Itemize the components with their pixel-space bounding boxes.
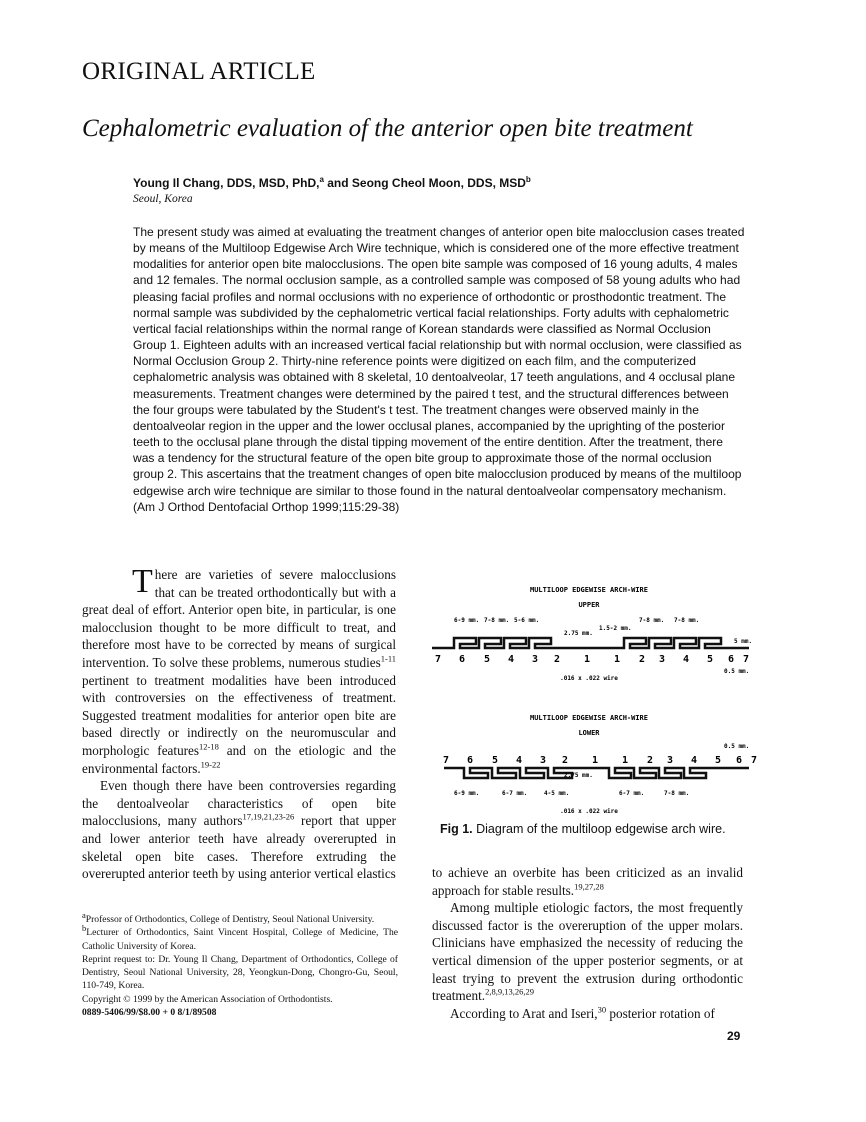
upper-tooth-number: 3 xyxy=(658,654,666,665)
lower-tooth-number: 4 xyxy=(690,755,698,766)
lower-loop-label: 6-7 mm. xyxy=(619,790,645,797)
upper-title: MULTILOOP EDGEWISE ARCH-WIRE xyxy=(529,586,649,594)
lower-tooth-number: 1 xyxy=(591,755,599,766)
upper-tooth-number: 5 xyxy=(483,654,491,665)
text: posterior rotation of xyxy=(606,1005,715,1021)
footnote-a: $^a$Professor of Orthodontics, College of Dentistry, Seoul National University. xyxy=(82,909,375,925)
upper-loop-label: 6-9 mm. xyxy=(454,617,480,624)
upper-loop-label: 2.75 mm. xyxy=(564,630,593,637)
upper-tooth-number: 4 xyxy=(507,654,515,665)
upper-tooth-number: 1 xyxy=(583,654,591,665)
text: According to Arat and Iseri, xyxy=(450,1005,598,1021)
lower-tooth-number: 7 xyxy=(750,755,758,766)
article-code: 0889-5406/99/$8.00 + 0 8/1/89508 xyxy=(82,1007,217,1019)
page-number: 29 xyxy=(727,1029,741,1043)
lower-loop-label: 7-8 mm. xyxy=(664,790,690,797)
author-location: Seoul, Korea xyxy=(133,193,193,205)
upper-loop-label: 0.5 mm. xyxy=(724,668,750,675)
text: to achieve an overbite has been criticized as an invalid approach for stable results. xyxy=(432,865,743,898)
right-column xyxy=(432,864,743,1022)
left-column xyxy=(82,563,396,883)
lower-tooth-number: 6 xyxy=(466,755,474,766)
upper-loop-label: 5-6 mm. xyxy=(514,617,540,624)
drop-cap: T xyxy=(132,563,153,600)
lower-wire xyxy=(444,768,749,778)
upper-tooth-number: 7 xyxy=(434,654,442,665)
citation: 12-18 xyxy=(199,741,219,752)
citation: 19,27,28 xyxy=(574,881,604,892)
text: Among multiple etiologic factors, the most frequently discussed factor is the overeruption of the upper molars. Clinicians have emphasized the necessity of reducing the vertical dimension of the upper posterior segments, or at least trying to prevent the extrusion during orthodontic treatment. xyxy=(432,900,743,1004)
lower-tooth-number: 2 xyxy=(561,755,569,766)
upper-tooth-number: 2 xyxy=(638,654,646,665)
lower-tooth-number: 4 xyxy=(515,755,523,766)
affiliation-mark: b xyxy=(525,175,531,184)
text: here are varieties of severe malocclusions that can be treated orthodontically but with a great deal of effort. Anterior open bite, in particular, is one malocclusion thought to be more difficult to treat, and therefore most have to be corrected by means of surgical intervention. To solve these problems, numerous studies xyxy=(82,567,396,670)
upper-wire-path xyxy=(432,638,749,648)
lower-loop-label: 4-5 mm. xyxy=(544,790,570,797)
paragraph xyxy=(432,1005,743,1023)
lower-wire-size: .016 x .022 wire xyxy=(560,808,618,815)
reprint-request: Reprint request to: Dr. Young Il Chang, Department of Orthodontics, College of Dentistry, Seoul National University, 28, Yeongkun-Dong, Chongro-Gu, Seoul, 110-749, Korea. xyxy=(82,953,398,992)
citation: 2,8,9,13,26,29 xyxy=(485,986,534,997)
figure-1 xyxy=(424,580,758,825)
citation: 30 xyxy=(597,1004,607,1015)
footnote-b: $^b$Lecturer of Orthodontics, Saint Vincent Hospital, College of Medicine, The Catholic University of Korea. xyxy=(82,923,398,952)
upper-loop-label: 7-8 mm. xyxy=(639,617,665,624)
paragraph xyxy=(82,777,396,883)
lower-loop-label: 2.75 mm. xyxy=(564,772,593,779)
upper-wire xyxy=(432,638,749,648)
affiliation-mark: a xyxy=(319,175,324,184)
author-1: Young Il Chang, DDS, MSD, PhD, xyxy=(133,176,320,190)
abstract: The present study was aimed at evaluating the treatment changes of anterior open bite malocclusion cases treated by means of the Multiloop Edgewise Arch Wire technique, which is considered one of the more effective treatment modalities for anterior open bite malocclusions. The open bite sample was composed of 16 young adults, 4 males and 12 females. The normal occlusion sample, as a controlled sample was composed of 58 young adults who had pleasing facial profiles and normal occlusions with no experience of orthodontic or prosthodontic treatment. The normal sample was subdivided by the cephalometric vertical facial relationships. Forty adults with cephalometric vertical facial relationships within the normal range of Korean standards were classified as Normal Occlusion Group 1. Eighteen adults with an increased vertical facial relationship but with normal occlusion, were classified as Normal Occlusion Group 2. Thirty-nine reference points were digitized on each film, and the computerized cephalometric analysis was obtained with 8 skeletal, 10 dentoalveolar, 17 teeth angulations, and 4 occlusal plane measurements. Treatment changes were determined by the paired t test, and the structural differences between the four groups were tabulated by the Student's t test. The treatment changes were observed mainly in the dentoalveolar region in the upper and the lower occlusal planes, accompanied by the uprighting of the posterior teeth to the occlusal plane through the distal tipping movement of the entire dentition. After the treatment, there was a tendency for the structural feature of the open bite group to approximate those of the normal occlusion group 2. This ascertains that the treatment changes of open bite malocclusion produced by means of the multiloop edgewise arch wire technique are similar to those found in the natural dentoalveolar compensatory mechanism. (Am J Orthod Dentofacial Orthop 1999;115:29-38) xyxy=(133,225,745,514)
lower-title: MULTILOOP EDGEWISE ARCH-WIRE xyxy=(529,714,649,722)
authors xyxy=(133,176,531,190)
paragraph xyxy=(82,563,396,777)
lower-tooth-number: 7 xyxy=(442,755,450,766)
upper-loop-label: 5 mm. xyxy=(734,638,753,645)
lower-tooth-number: 2 xyxy=(646,755,654,766)
upper-loop-label: 7-8 mm. xyxy=(484,617,510,624)
upper-subtitle: UPPER xyxy=(578,601,600,609)
text: and on the etiologic and the environmental factors. xyxy=(82,742,396,776)
upper-tooth-number: 4 xyxy=(682,654,690,665)
upper-tooth-number: 6 xyxy=(458,654,466,665)
figure-caption: Fig 1. Diagram of the multiloop edgewise arch wire. xyxy=(440,822,726,836)
article-title: Cephalometric evaluation of the anterior open bite treatment xyxy=(82,115,693,142)
upper-wire-size: .016 x .022 wire xyxy=(560,675,618,682)
upper-tooth-number: 3 xyxy=(531,654,539,665)
text: pertinent to treatment modalities have been introduced with controversies on the effectiveness of treatment. Suggested treatment modalities for anterior open bite are based directly or indirectly on the neuromuscular and morphologic features xyxy=(82,672,396,758)
upper-tooth-number: 5 xyxy=(706,654,714,665)
copyright: Copyright © 1999 by the American Association of Orthodontists. xyxy=(82,993,333,1005)
arch-wire-diagram xyxy=(424,580,758,820)
lower-tooth-number: 1 xyxy=(621,755,629,766)
citation: 1-11 xyxy=(380,653,396,664)
section-heading: ORIGINAL ARTICLE xyxy=(82,58,316,85)
paragraph xyxy=(432,899,743,1005)
paragraph xyxy=(432,864,743,899)
citation: 19-22 xyxy=(200,759,221,770)
lower-tooth-number: 3 xyxy=(666,755,674,766)
lower-tooth-number: 5 xyxy=(491,755,499,766)
text: report that upper and lower anterior teeth have already overerupted in skeletal open bite cases. Therefore extruding the overerupted anterior teeth by using anterior vertical elastics xyxy=(82,813,396,882)
upper-loop-label: 1.5-2 mm. xyxy=(599,625,632,632)
upper-loop-label: 7-8 mm. xyxy=(674,617,700,624)
upper-tooth-number: 7 xyxy=(742,654,750,665)
lower-tooth-number: 3 xyxy=(539,755,547,766)
lower-loop-label: 0.5 mm. xyxy=(724,743,750,750)
upper-tooth-number: 6 xyxy=(727,654,735,665)
footnotes xyxy=(82,909,398,1019)
lower-loop-label: 6-7 mm. xyxy=(502,790,528,797)
author-2: and Seong Cheol Moon, DDS, MSD xyxy=(323,176,526,190)
lower-tooth-number: 5 xyxy=(714,755,722,766)
citation: 17,19,21,23-26 xyxy=(242,811,295,822)
lower-wire-path xyxy=(444,768,749,778)
text: Even though there have been controversies regarding the dentoalveolar characteristics of open bite malocclusions, many authors xyxy=(82,778,396,829)
lower-tooth-number: 6 xyxy=(735,755,743,766)
lower-loop-label: 6-9 mm. xyxy=(454,790,480,797)
upper-tooth-number: 2 xyxy=(553,654,561,665)
lower-subtitle: LOWER xyxy=(578,729,600,737)
upper-tooth-number: 1 xyxy=(613,654,621,665)
